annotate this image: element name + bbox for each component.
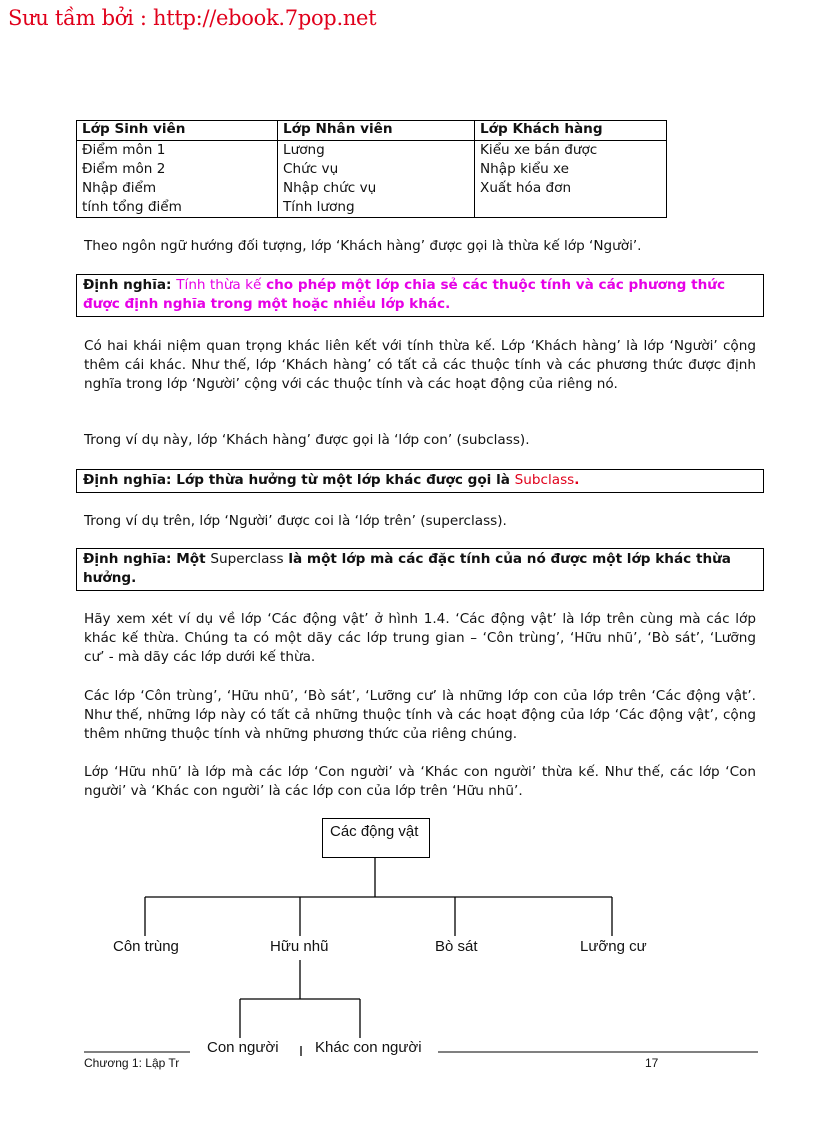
tree-node-reptiles: Bò sát (435, 938, 478, 955)
definition-label: Định nghĩa: Lớp thừa hưởng từ một lớp khác được gọi là (83, 472, 510, 488)
cell-line: Xuất hóa đơn (480, 180, 572, 196)
tree-node-mammals: Hữu nhũ (270, 938, 329, 955)
definition-label: Định nghĩa: Một (83, 551, 206, 567)
paragraph: Hãy xem xét ví dụ về lớp ‘Các động vật’ ở hình 1.4. ‘Các động vật’ là lớp trên cùng mà các lớp khác kế thừa. Chúng ta có một dãy các lớp trung gian – ‘Côn trùng’, ‘Hữu nhũ’, ‘Bò sát’, ‘Lưỡng cư’ - mà dãy các lớp dưới kế thừa. (84, 611, 756, 665)
cell-line: Điểm môn 2 (82, 161, 166, 177)
definition-text: là một lớp mà các đặc tính của nó được một lớp khác thừa hưởng. (83, 551, 731, 586)
cell-line: Nhập kiểu xe (480, 161, 570, 177)
cell-line: tính tổng điểm (82, 199, 182, 215)
tree-node-non-humans: Khác con người (315, 1039, 422, 1056)
cell-line: Kiểu xe bán được (480, 142, 598, 158)
definition-term: Subclass (514, 472, 575, 488)
footer-page-number: 17 (645, 1056, 659, 1070)
tree-node-animals: Các động vật (330, 823, 419, 840)
paragraph: Trong ví dụ trên, lớp ‘Người’ được coi là ‘lớp trên’ (superclass). (84, 513, 507, 529)
paragraph: Có hai khái niệm quan trọng khác liên kết với tính thừa kế. Lớp ‘Khách hàng’ là lớp ‘Người’ cộng thêm cái khác. Như thế, lớp ‘Khách hàng’ có tất cả các thuộc tính và các phương thức được định nghĩa trong lớp ‘Người’ cộng với các thuộc tính và các hoạt động của riêng nó. (84, 338, 756, 392)
table-header: Lớp Sinh viên (77, 121, 278, 141)
paragraph: Trong ví dụ này, lớp ‘Khách hàng’ được gọi là ‘lớp con’ (subclass). (84, 432, 530, 448)
definition-term: Tính thừa kế (176, 277, 262, 293)
cell-line: Lương (283, 142, 325, 158)
table-header: Lớp Khách hàng (475, 121, 667, 141)
footer-chapter: Chương 1: Lập Tr (84, 1056, 180, 1070)
tree-node-insects: Côn trùng (113, 938, 179, 955)
tree-node-humans: Con người (207, 1039, 279, 1056)
definition-end: . (574, 472, 580, 488)
tree-node-amphibians: Lưỡng cư (580, 938, 647, 955)
paragraph: Các lớp ‘Côn trùng’, ‘Hữu nhũ’, ‘Bò sát’, ‘Lưỡng cư’ là những lớp con của lớp trên ‘Các động vật’. Như thế, những lớp này có tất cả những thuộc tính và các hoạt động của lớp ‘Các động vật’, cộng thêm những thuộc tính và những phương thức của riêng chúng. (84, 688, 756, 742)
cell-line: Điểm môn 1 (82, 142, 166, 158)
source-header: Sưu tầm bởi : http://ebook.7pop.net (8, 6, 377, 30)
cell-line: Chức vụ (283, 161, 339, 177)
paragraph: Theo ngôn ngữ hướng đối tượng, lớp ‘Khách hàng’ được gọi là thừa kế lớp ‘Người’. (84, 238, 642, 254)
definition-term: Superclass (210, 551, 284, 567)
table-header: Lớp Nhân viên (278, 121, 475, 141)
cell-line: Tính lương (283, 199, 355, 215)
paragraph: Lớp ‘Hữu nhũ’ là lớp mà các lớp ‘Con người’ và ‘Khác con người’ thừa kế. Như thế, các lớp ‘Con người’ và ‘Khác con người’ là các lớp con của lớp trên ‘Hữu nhũ’. (84, 764, 756, 799)
definition-text: cho phép một lớp chia sẻ các thuộc tính và các phương thức được định nghĩa trong một hoặc nhiều lớp khác. (83, 277, 726, 312)
cell-line: Nhập chức vụ (283, 180, 377, 196)
definition-label: Định nghĩa: (83, 277, 172, 293)
cell-line: Nhập điểm (82, 180, 157, 196)
